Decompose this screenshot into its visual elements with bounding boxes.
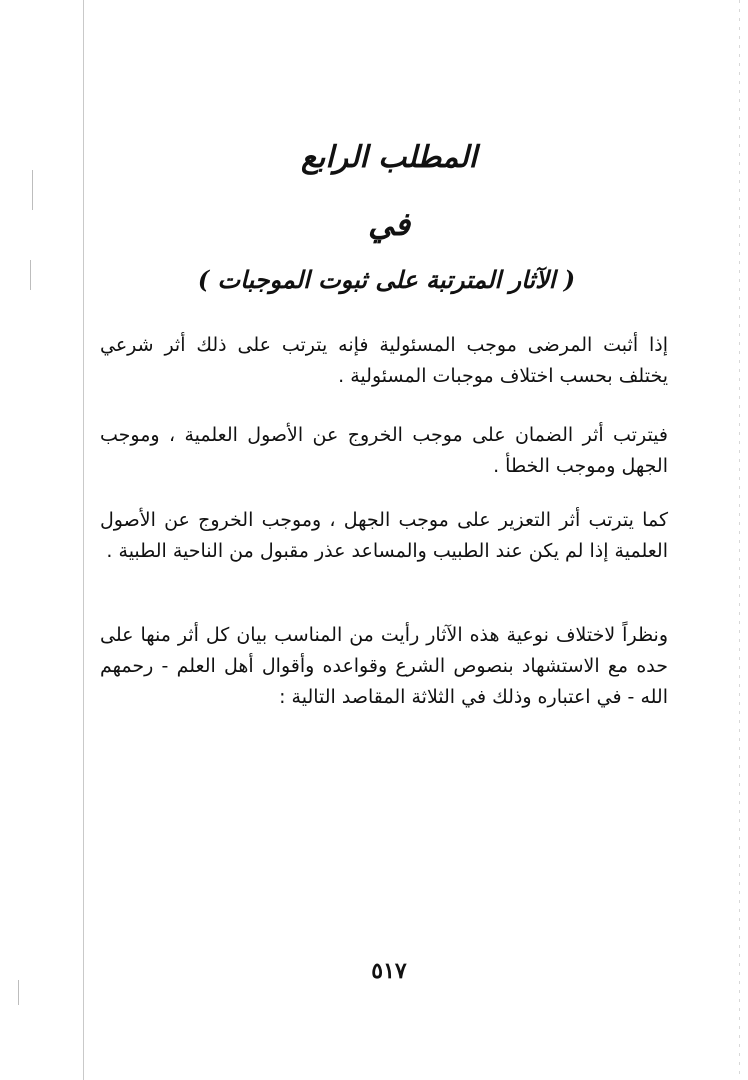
paragraph-2: فيترتب أثر الضمان على موجب الخروج عن الأصول العلمية ، وموجب الجهل وموجب الخطأ . — [100, 424, 668, 477]
paragraph-1: إذا أثبت المرضى موجب المسئولية فإنه يترتب على ذلك أثر شرعي يختلف بحسب اختلاف موجبات المسئولية . — [100, 334, 668, 387]
scan-margin-line-right — [739, 0, 740, 1080]
section-subtitle: ( الآثار المترتبة على ثبوت الموجبات ) — [197, 265, 576, 294]
scan-speck — [30, 260, 31, 290]
section-title: المطلب الرابع — [301, 140, 477, 175]
scan-margin-line-left — [83, 0, 84, 1080]
page-number: ٥١٧ — [371, 958, 407, 984]
section-title-preposition: في — [368, 205, 410, 243]
scan-speck — [32, 170, 33, 210]
paragraph-4: ونظراً لاختلاف نوعية هذه الآثار رأيت من المناسب بيان كل أثر منها على حده مع الاستشهاد بنصوص الشرع وقواعده وأقوال أهل العلم - رحمهم الله - في اعتباره وذلك في الثلاثة المقاصد التالية : — [100, 624, 668, 708]
paragraph-3: كما يترتب أثر التعزير على موجب الجهل ، وموجب الخروج عن الأصول العلمية إذا لم يكن عند الطبيب والمساعد عذر مقبول من الناحية الطبية . — [100, 509, 668, 562]
